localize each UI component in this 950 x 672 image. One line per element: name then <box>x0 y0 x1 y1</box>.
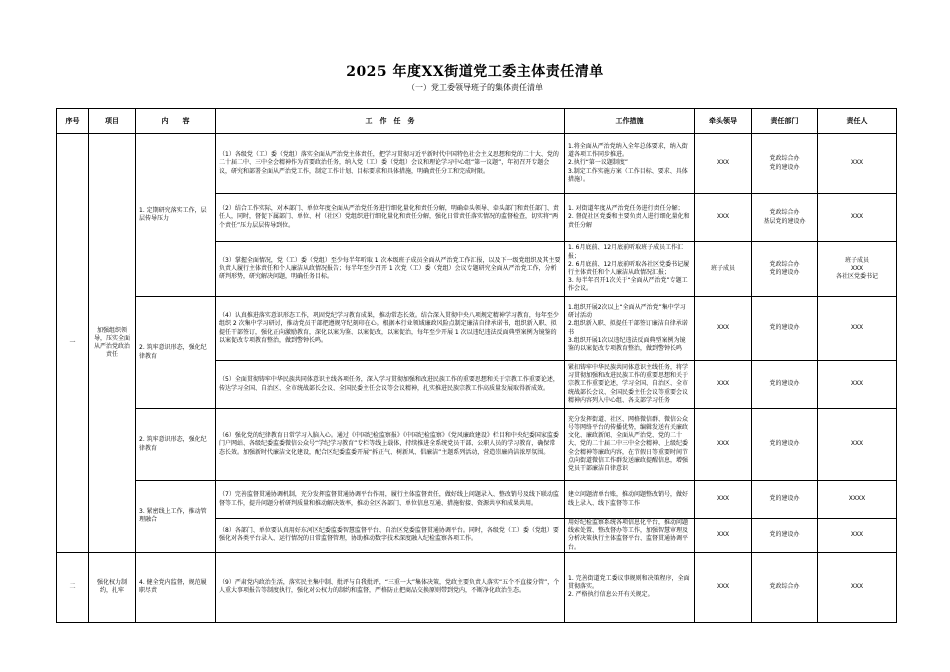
lead-cell: 班子成员 <box>695 242 752 297</box>
person-cell: XXX <box>818 361 897 409</box>
measure-cell: 用好纪检监察系统各项信息化平台，推动问题线索处置、整改督办等工作，加强智慧审理及分析决策执行主体监督平台、监督贯通协调平台。 <box>565 519 695 553</box>
lead-cell: XXX <box>695 134 752 194</box>
content-cell: 3. 紧密线上工作，推动管理融合 <box>136 481 216 553</box>
lead-cell: XXX <box>695 519 752 553</box>
task-cell: （3）掌握全面情况，党（工）委（党组）至少每半年听取 1 次本级班子成员全面从严治党工作汇报，以及下一级党组织及其主要负责人履行主体责任和个人廉洁从政情况报告；每半年至少召开 1 次党（工）委（党组）会议专题研究全面从严治党工作，分析研判形势，研究解决问题，明确任务目标。 <box>216 242 565 297</box>
person-cell: XXX <box>818 409 897 481</box>
lead-cell: XXX <box>695 297 752 361</box>
table-row <box>57 297 897 361</box>
header-lead: 牵头领导 <box>695 109 752 134</box>
person-cell: XXXX <box>818 481 897 519</box>
dept-cell: 党的建设办 <box>752 481 818 519</box>
document-title: 2025 年度XX街道党工委主体责任清单 <box>346 64 604 80</box>
task-cell: （4）认真推进落实意识形态工作，巩固党纪学习教育成果，推动常态长效。结合深入贯彻中央八项规定精神学习教育，每年至少组织 2 次集中学习研讨，推动党员干部把遵规守纪刻印在心。根据本行业领域廉政风险点制定廉洁自律承诺书，组织新入职、拟提任干部签订，强化正向激励教育，深化以案为鉴、以案促改，以案促治，每年至少开展 1 次以违纪违法反面典型案例为镜鉴的以案促改专项教育整治，做到警钟长鸣。 <box>216 297 565 361</box>
dept-cell: 党的建设办 <box>752 409 818 481</box>
task-cell: （6）强化党的纪律教育日常学习入脑入心。通过《中国纪检监察报》《中国纪检监察》《党风廉政建设》栏目和中央纪委国家监委门户网站、各级纪委监委微信公众号“学纪学习教育”专栏等线上载体，持续推进全系统党员干部、公职人员的学习教育，确保常态长效。加强新时代廉洁文化建设，配合区纪委监委开展“拆正气、树新风、倡廉洁”主题系列活动，营造崇廉尚洁浓厚氛围。 <box>216 409 565 481</box>
task-cell: （2）结合工作实际，对本部门、单位年度全面从严治党任务进行细化量化和责任分解，明确牵头领导、牵头部门和责任部门、责任人，同时，督促下属部门、单位、村（社区）党组织进行细化量化和责任分解，强化日常责任落实情况的监督检查，切实将“两个责任”压力层层传导到位。 <box>216 194 565 242</box>
responsibility-table <box>56 108 897 623</box>
lead-cell: XXX <box>695 409 752 481</box>
header-task: 工 作 任 务 <box>216 109 565 134</box>
document-subtitle: （一）党工委领导班子的集体责任清单 <box>407 83 543 92</box>
lead-cell: XXX <box>695 361 752 409</box>
content-cell: 1. 定期研究落实工作，层层传导压力 <box>136 134 216 297</box>
measure-cell: 充分发挥街道、社区、网格微信群、微信公众号等网络平台的传播优势，编辑发送有关廉政文化、廉政新闻、全面从严治党、党的二十大、党的二十届二中三中全会精神、上级纪委全会精神等廉政内容，在节假日等重要时间节点向街道微信工作群发送廉政提醒信息，增强党员干部廉洁自律意识 <box>565 409 695 481</box>
section-seq: 一 <box>57 134 89 553</box>
table-row <box>57 552 897 622</box>
section-name: 加强组织领导，压实全面从严治党政治责任 <box>89 134 136 553</box>
lead-cell: XXX <box>695 194 752 242</box>
header-seq: 序号 <box>57 109 89 134</box>
header-item: 项目 <box>89 109 136 134</box>
person-cell: XXX <box>818 297 897 361</box>
measure-cell: 建立问题清单台账，推动问题整改销号，做好线上录入、线下监督等工作 <box>565 481 695 519</box>
dept-cell: 党的建设办 <box>752 519 818 553</box>
person-cell: XXX <box>818 134 897 194</box>
header-measure: 工作措施 <box>565 109 695 134</box>
dept-cell: 党政综合办 <box>752 552 818 622</box>
task-cell: （1）各级党（工）委（党组）落实全面从严治党主体责任，把学习贯彻习近平新时代中国特色社会主义思想和党的二十大、党的二十届二中、三中全会精神作为首要政治任务，纳入党（工）委（党组）会议和理论学习中心组“第一议题”，年初召开专题会议，研究和部署全面从严治党工作，制定工作计划、目标要求和具体措施，明确责任分工和完成时限。 <box>216 134 565 194</box>
measure-cell: 1. 完善街道党工委议事规则和决策程序，全面贯彻落实。 2. 严格执行信息公开有关规定。 <box>565 552 695 622</box>
section-seq: 二 <box>57 552 89 622</box>
dept-cell: 党的建设办 <box>752 297 818 361</box>
measure-cell: 紧扣铸牢中华民族共同体意识主线任务，将学习贯彻加强和改进民族工作的重要思想和关于宗教工作重要论述，学习全国、自治区、全市统战部长会议、全国民委主任会议等重要会议精神内容列入中心组、各支部学习任务 <box>565 361 695 409</box>
measure-cell: 1.组织开展2次以上“全面从严治党”集中学习研讨活动 2.组织新入职、拟提任干部签订廉洁自律承诺书 3.组织开展1次以违纪违法反面典型案例为镜鉴的以案促改专项教育整治，做到警钟长鸣 <box>565 297 695 361</box>
section-name: 强化权力制约，扎牢 <box>89 552 136 622</box>
header-content: 内 容 <box>136 109 216 134</box>
dept-cell: 党政综合办 党的建设办 <box>752 134 818 194</box>
dept-cell: 党的建设办 <box>752 361 818 409</box>
person-cell: 班子成员 XXX 各社区党委书记 <box>818 242 897 297</box>
header-person: 责任人 <box>818 109 897 134</box>
table-row <box>57 481 897 519</box>
measure-cell: 1. 6月底前、12月底前听取班子成员工作汇报； 2. 6月底前、12月底前听取各社区党委书记履行主体责任和个人廉洁从政情况汇报； 3. 每半年召开1次关于“全面从严治党”专题工作会议。 <box>565 242 695 297</box>
person-cell: XXX <box>818 552 897 622</box>
person-cell: XXX <box>818 519 897 553</box>
task-cell: （9）严肃党内政治生活，落实民主集中制、批评与自我批评，“三重一大”集体决策，党政主要负责人落实“五个不直接分管”，个人重大事项报告等制度执行，强化对公权力的制约和监督，严格防止把商品交换原则带到党内，不断净化政治生态。 <box>216 552 565 622</box>
dept-cell: 党政综合办 基层党的建设办 <box>752 194 818 242</box>
task-cell: （5）全面贯彻铸牢中华民族共同体意识主线各项任务，深入学习贯彻加强和改进民族工作的重要思想和关于宗教工作重要论述，传达学习全国、自治区、全市统战部长会议、全国民委主任会议等会议精神，扎实推进民族宗教工作高质量发展取得新成效。 <box>216 361 565 409</box>
task-cell: （8）各部门、单位要认真用好东河区纪委监委智慧监督平台、自治区党委监督贯通协调平台。同时，各级党（工）委（党组）要强化对各类平台录入、运行情况的日常监督管理，协助推动数字技术深度融入纪检监察各项工作。 <box>216 519 565 553</box>
measure-cell: 1. 对街道年度从严治党任务进行责任分解； 2. 督促社区党委和主要负责人进行细化量化和责任分解 <box>565 194 695 242</box>
table-row <box>57 409 897 481</box>
lead-cell: XXX <box>695 481 752 519</box>
dept-cell: 党政综合办 党的建设办 <box>752 242 818 297</box>
header-dept: 责任部门 <box>752 109 818 134</box>
lead-cell: XXX <box>695 552 752 622</box>
task-cell: （7）完善监督贯通协调机制，充分发挥监督贯通协调平台作用，履行主体监督责任，做好线上问题录入、整改销号及线下联动监督等工作，提升问题分析研判质量和推动解决效率，推动全区各部门、单位信息互通、措施衔接、资源共享和成果共用。 <box>216 481 565 519</box>
table-header-row <box>57 109 897 134</box>
table-row <box>57 134 897 194</box>
content-cell: 2. 筑牢意识形态，强化纪律教育 <box>136 297 216 409</box>
content-cell: 2. 筑牢意识形态，强化纪律教育 <box>136 409 216 481</box>
person-cell: XXX <box>818 194 897 242</box>
measure-cell: 1.将全面从严治党纳入全年总体要求，纳入街道各项工作同步推进。 2.执行“第一议题制度” 3.制定工作实施方案（工作目标、要求、具体措施）。 <box>565 134 695 194</box>
content-cell: 4. 健全党内监督，规范履职尽责 <box>136 552 216 622</box>
